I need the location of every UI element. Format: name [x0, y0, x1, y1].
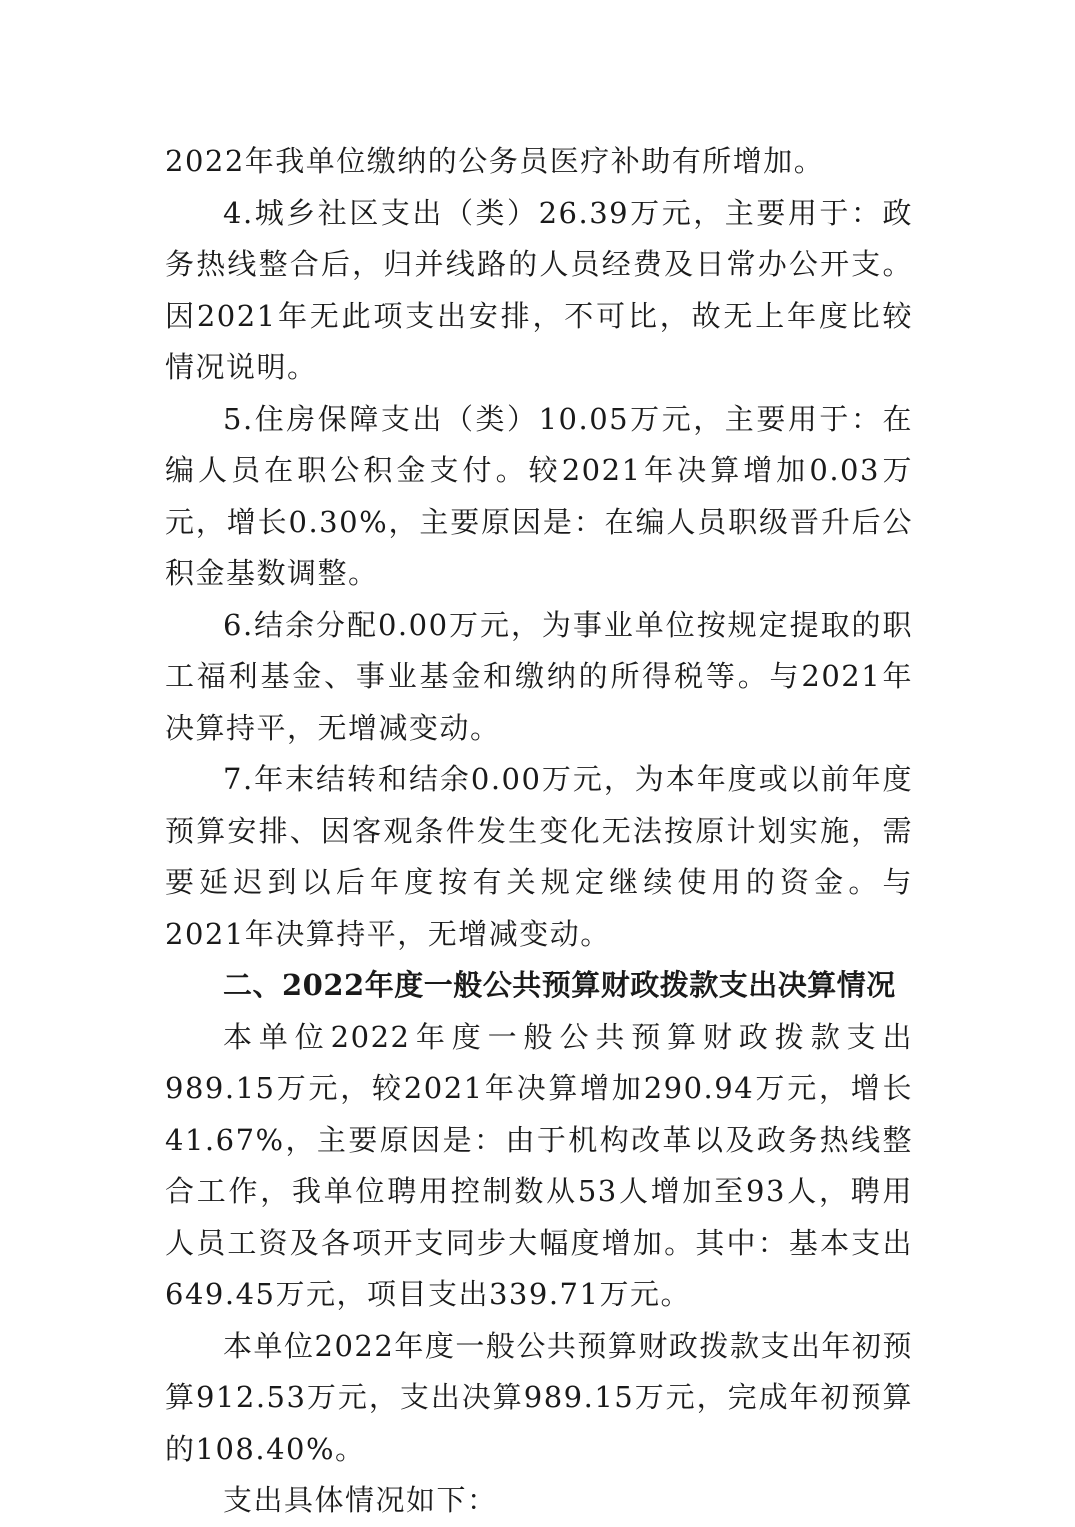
paragraph-surplus-distribution: 6.结余分配0.00万元，为事业单位按规定提取的职工福利基金、事业基金和缴纳的所得税等。与2021年决算持平，无增减变动。: [165, 607, 913, 745]
paragraph-details-intro: 支出具体情况如下：: [223, 1483, 498, 1517]
paragraph-housing-security: 5.住房保障支出（类）10.05万元，主要用于：在编人员在职公积金支付。较2021年决算增加0.03万元，增长0.30%，主要原因是：在编人员职级晋升后公积金基数调整。: [165, 401, 913, 590]
paragraph-medical-subsidy: 2022年我单位缴纳的公务员医疗补助有所增加。: [165, 144, 825, 178]
paragraph-budget-completion: 本单位2022年度一般公共预算财政拨款支出年初预算912.53万元，支出决算989.15万元，完成年初预算的108.40%。: [165, 1328, 913, 1466]
paragraph-urban-rural-community: 4.城乡社区支出（类）26.39万元，主要用于：政务热线整合后，归并线路的人员经费及日常办公开支。因2021年无此项支出安排，不可比，故无上年度比较情况说明。: [165, 195, 913, 384]
paragraph-year-end-carryover: 7.年末结转和结余0.00万元，为本年度或以前年度预算安排、因客观条件发生变化无法按原计划实施，需要延迟到以后年度按有关规定继续使用的资金。与2021年决算持平，无增减变动。: [165, 762, 913, 951]
section-heading: 二、2022年度一般公共预算财政拨款支出决算情况: [223, 968, 896, 1002]
document-body: [165, 136, 913, 1527]
paragraph-general-budget-expenditure: 本单位2022年度一般公共预算财政拨款支出989.15万元，较2021年决算增加290.94万元，增长41.67%，主要原因是：由于机构改革以及政务热线整合工作，我单位聘用控制数从53人增加至93人，聘用人员工资及各项开支同步大幅度增加。其中：基本支出649.45万元，项目支出339.71万元。: [165, 1019, 913, 1311]
